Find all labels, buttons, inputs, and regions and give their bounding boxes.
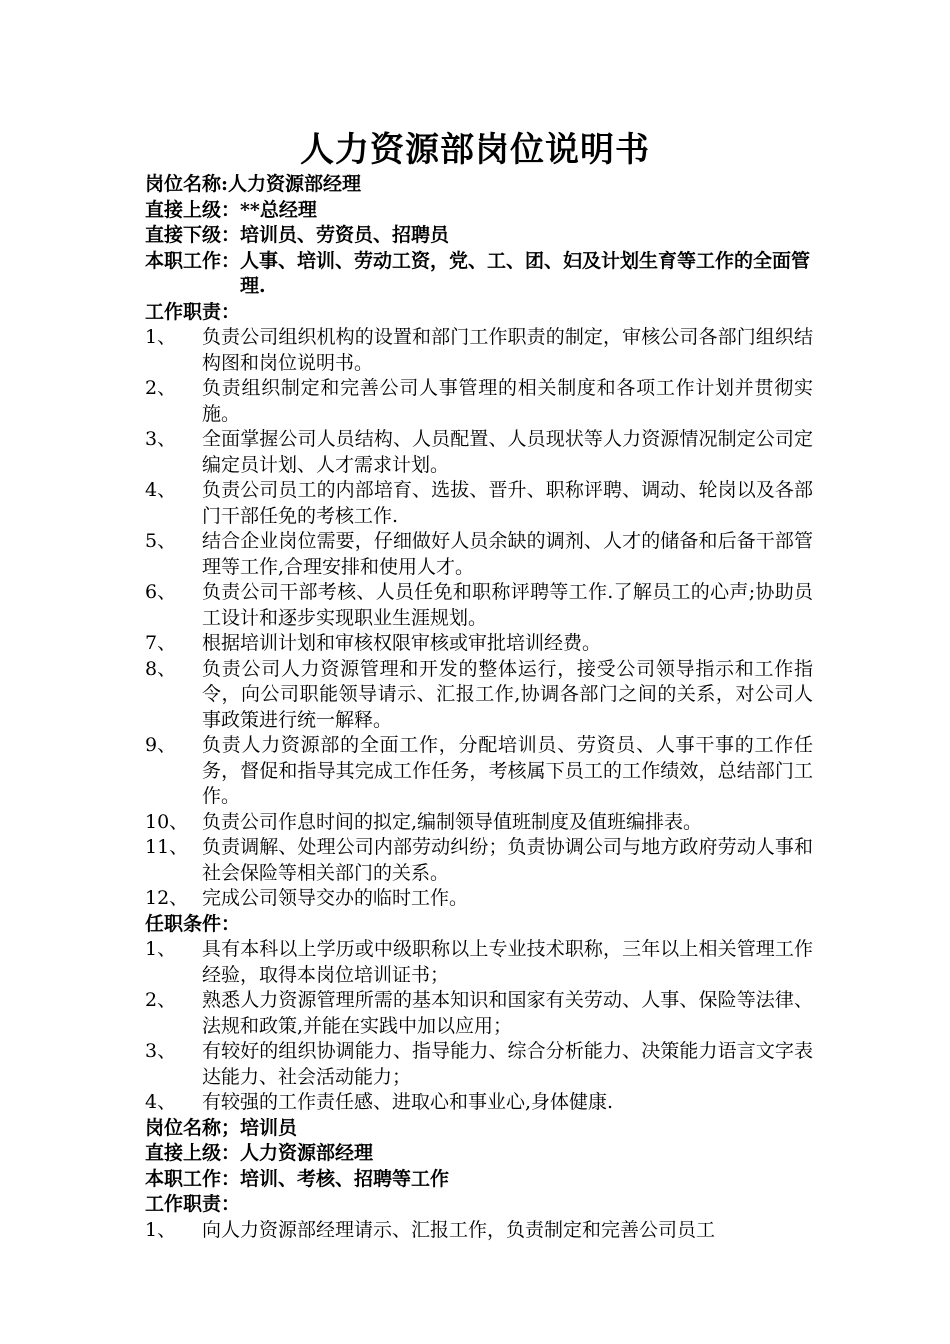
list-item-text: 向人力资源部经理请示、汇报工作，负责制定和完善公司员工 — [202, 1218, 716, 1241]
page-title: 人力资源部岗位说明书 — [300, 130, 650, 170]
manager-requirements-heading: 任职条件： — [145, 912, 241, 935]
list-item-number: 1、 — [145, 326, 177, 348]
list-item — [145, 835, 813, 886]
trainer-main-work: 本职工作：培训、考核、招聘等工作 — [145, 1167, 450, 1190]
list-item-number: 7、 — [145, 632, 177, 654]
list-item-number: 4、 — [145, 479, 177, 501]
list-item-text: 负责公司人力资源管理和开发的整体运行，接受公司领导指示和工作指令，向公司职能领导请示、汇报工作,协调各部门之间的关系，对公司人事政策进行统一解释。 — [202, 657, 813, 731]
manager-post-name: 岗位名称:人力资源部经理 — [145, 173, 362, 195]
list-item-number: 1、 — [145, 1218, 177, 1241]
list-item-text: 具有本科以上学历或中级职称以上专业技术职称，三年以上相关管理工作经验，取得本岗位培训证书； — [202, 938, 813, 986]
list-item-text: 熟悉人力资源管理所需的基本知识和国家有关劳动、人事、保险等法律、法规和政策,并能在实践中加以应用； — [202, 989, 813, 1037]
list-item-number: 11、 — [145, 836, 189, 858]
list-item — [145, 325, 813, 376]
list-item-number: 1、 — [145, 938, 177, 960]
list-item — [145, 427, 813, 478]
list-item-number: 2、 — [145, 377, 177, 399]
list-item-text: 负责人力资源部的全面工作，分配培训员、劳资员、人事干事的工作任务，督促和指导其完成工作任务，考核属下员工的工作绩效，总结部门工作。 — [202, 734, 813, 807]
manager-duties-heading: 工作职责： — [145, 300, 241, 323]
manager-main-work-value: 人事、培训、劳动工资，党、工、团、妇及计划生育等工作的全面管理. — [240, 249, 811, 297]
list-item — [145, 810, 813, 836]
manager-superior: 直接上级：**总经理 — [145, 198, 317, 221]
list-item — [145, 529, 813, 580]
list-item-number: 8、 — [145, 657, 177, 680]
list-item — [145, 988, 813, 1039]
list-item-text: 完成公司领导交办的临时工作。 — [202, 887, 469, 909]
list-item — [145, 631, 813, 657]
list-item-number: 6、 — [145, 581, 177, 603]
list-item-number: 3、 — [145, 1040, 177, 1062]
list-item-text: 负责组织制定和完善公司人事管理的相关制度和各项工作计划并贯彻实施。 — [202, 377, 813, 425]
list-item — [145, 1090, 813, 1116]
list-item — [145, 886, 813, 912]
list-item-text: 全面掌握公司人员结构、人员配置、人员现状等人力资源情况制定公司定编定员计划、人才需求计划。 — [202, 428, 813, 476]
list-item-number: 4、 — [145, 1091, 177, 1113]
list-item-text: 根据培训计划和审核权限审核或审批培训经费。 — [202, 632, 602, 654]
list-item-number: 10、 — [145, 810, 189, 833]
trainer-duties-heading: 工作职责： — [145, 1193, 241, 1215]
list-item-text: 负责公司员工的内部培育、选拔、晋升、职称评聘、调动、轮岗以及各部门干部任免的考核工作. — [202, 479, 813, 527]
list-item-text: 负责公司组织机构的设置和部门工作职责的制定，审核公司各部门组织结构图和岗位说明书。 — [202, 326, 813, 374]
list-item — [145, 1039, 813, 1090]
manager-main-work-label: 本职工作： — [145, 249, 241, 272]
list-item — [145, 733, 813, 810]
trainer-post-name: 岗位名称；培训员 — [145, 1116, 298, 1139]
list-item-number: 9、 — [145, 734, 177, 756]
manager-requirements-list — [145, 937, 813, 1116]
list-item — [145, 478, 813, 529]
list-item-text: 结合企业岗位需要，仔细做好人员余缺的调剂、人才的储备和后备干部管理等工作,合理安排和使用人才。 — [202, 530, 813, 578]
list-item — [145, 657, 813, 734]
list-item-number: 2、 — [145, 989, 177, 1011]
list-item — [145, 937, 813, 988]
list-item-number: 5、 — [145, 530, 177, 552]
trainer-duties-list — [145, 1218, 813, 1244]
manager-main-work — [145, 249, 813, 300]
list-item — [145, 580, 813, 631]
list-item-text: 有较好的组织协调能力、指导能力、综合分析能力、决策能力语言文字表达能力、社会活动能力； — [202, 1040, 813, 1088]
manager-duties-list — [145, 325, 813, 912]
list-item — [145, 1218, 813, 1244]
list-item-number: 12、 — [145, 887, 189, 909]
document-body — [145, 172, 813, 1243]
manager-subordinate: 直接下级：培训员、劳资员、招聘员 — [145, 224, 450, 246]
trainer-superior: 直接上级：人力资源部经理 — [145, 1142, 374, 1164]
list-item-text: 负责公司干部考核、人员任免和职称评聘等工作.了解员工的心声;协助员工设计和逐步实现职业生涯规划。 — [202, 581, 813, 629]
list-item-text: 负责调解、处理公司内部劳动纠纷；负责协调公司与地方政府劳动人事和社会保险等相关部门的关系。 — [202, 836, 813, 884]
list-item-text: 有较强的工作责任感、进取心和事业心,身体健康. — [202, 1091, 614, 1113]
list-item — [145, 376, 813, 427]
list-item-text: 负责公司作息时间的拟定,编制领导值班制度及值班编排表。 — [202, 810, 703, 833]
list-item-number: 3、 — [145, 428, 177, 450]
